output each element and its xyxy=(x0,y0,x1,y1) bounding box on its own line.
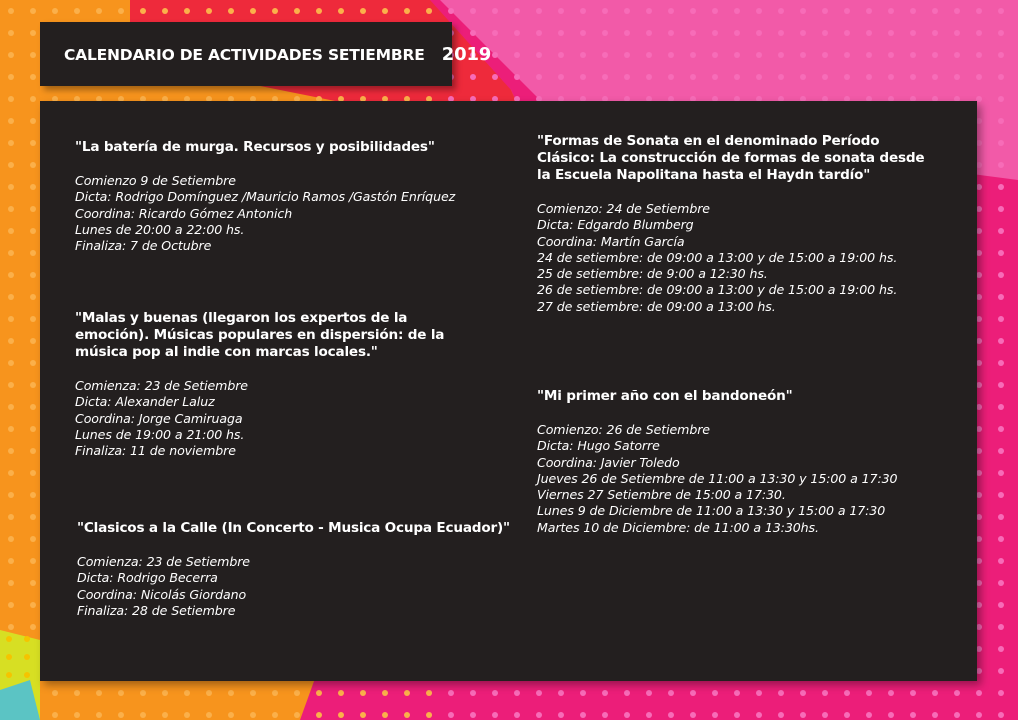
activity-detail: Dicta: Rodrigo Becerra xyxy=(77,570,218,586)
activity-card xyxy=(77,520,510,619)
page-title-year: 2019 xyxy=(441,43,492,65)
activity-detail: Coordina: Jorge Camiruaga xyxy=(75,410,243,426)
page-title xyxy=(52,44,491,65)
activity-detail: Jueves 26 de Setiembre de 11:00 a 13:30 y 15:00 a 17:30 xyxy=(537,470,898,486)
activity-detail: Coordina: Nicolás Giordano xyxy=(77,586,247,602)
activity-detail: Finaliza: 28 de Setiembre xyxy=(77,602,236,618)
header-title-box xyxy=(40,22,492,86)
activity-detail: Comienzo: 26 de Setiembre xyxy=(537,422,710,437)
activity-detail: Comienzo 9 de Setiembre xyxy=(75,173,236,188)
activity-detail: Lunes de 19:00 a 21:00 hs. xyxy=(75,426,245,442)
activity-detail: 24 de setiembre: de 09:00 a 13:00 y de 15:00 a 19:00 hs. xyxy=(537,249,898,265)
activity-card xyxy=(75,139,475,254)
activity-detail: Coordina: Ricardo Gómez Antonich xyxy=(75,205,293,221)
activity-detail: 27 de setiembre: de 09:00 a 13:00 hs. xyxy=(537,298,776,314)
activity-detail: Comienzo: 24 de Setiembre xyxy=(537,201,710,216)
activity-card xyxy=(75,310,470,459)
activity-detail: 26 de setiembre: de 09:00 a 13:00 y de 15:00 a 19:00 hs. xyxy=(537,282,898,298)
activity-detail: Comienza: 23 de Setiembre xyxy=(75,378,248,393)
activity-detail: Lunes 9 de Diciembre de 11:00 a 13:30 y 15:00 a 17:30 xyxy=(537,503,886,519)
activity-detail: Dicta: Edgardo Blumberg xyxy=(537,217,694,233)
page-title-text: CALENDARIO DE ACTIVIDADES SETIEMBRE xyxy=(64,45,425,64)
activities-panel xyxy=(40,101,977,681)
activity-title: "Malas y buenas (llegaron los expertos de la emoción). Músicas populares en dispersión: de la música pop al indie con marcas locales." xyxy=(75,310,445,360)
activity-title: "Clasicos a la Calle (In Concerto - Musica Ocupa Ecuador)" xyxy=(77,520,510,536)
activity-detail: 25 de setiembre: de 9:00 a 12:30 hs. xyxy=(537,266,768,282)
activity-detail: Finaliza: 7 de Octubre xyxy=(75,238,212,254)
activity-card xyxy=(537,133,932,315)
activity-card xyxy=(537,388,937,536)
activity-detail: Dicta: Hugo Satorre xyxy=(537,438,660,454)
activity-detail: Coordina: Martín García xyxy=(537,233,685,249)
activity-detail: Comienza: 23 de Setiembre xyxy=(77,554,250,569)
activity-detail: Viernes 27 Setiembre de 15:00 a 17:30. xyxy=(537,487,786,503)
activity-title: "Formas de Sonata en el denominado Período Clásico: La construcción de formas de sonata desde la Escuela Napolitana hasta el Haydn tardío" xyxy=(537,133,925,183)
activity-detail: Coordina: Javier Toledo xyxy=(537,454,680,470)
activity-detail: Finaliza: 11 de noviembre xyxy=(75,443,236,459)
activity-detail: Dicta: Alexander Laluz xyxy=(75,394,215,410)
activity-detail: Lunes de 20:00 a 22:00 hs. xyxy=(75,221,245,237)
activity-detail: Martes 10 de Diciembre: de 11:00 a 13:30hs. xyxy=(537,519,819,535)
activity-title: "La batería de murga. Recursos y posibilidades" xyxy=(75,139,435,155)
activity-title: "Mi primer año con el bandoneón" xyxy=(537,388,793,404)
activity-detail: Dicta: Rodrigo Domínguez /Mauricio Ramos /Gastón Enríquez xyxy=(75,189,456,205)
